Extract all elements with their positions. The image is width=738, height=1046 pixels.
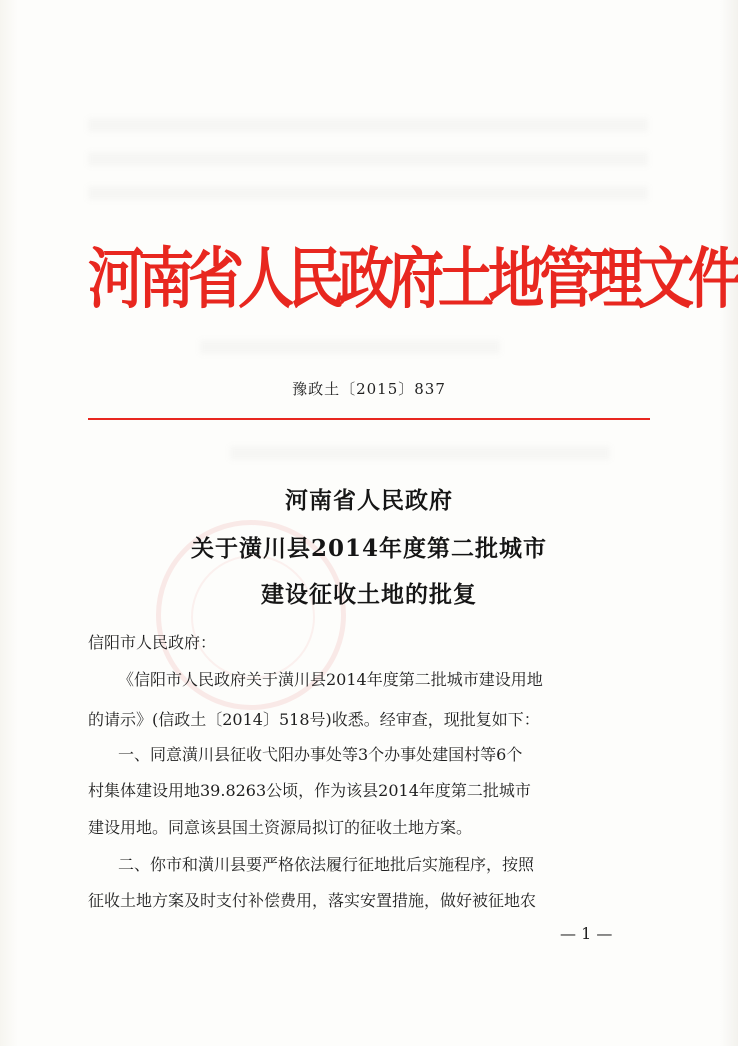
recipient-line: 信阳市人民政府： <box>88 633 217 652</box>
bleed-through-line <box>230 446 610 460</box>
red-header-title: 河南省人民政府土地管理文件 <box>88 241 738 319</box>
bleed-through-line <box>88 186 648 200</box>
body-line: 征收土地方案及时支付补偿费用，落实安置措施，做好被征地农 <box>88 891 537 910</box>
body-line: 《信阳市人民政府关于潢川县2014年度第二批城市建设用地 <box>118 670 543 689</box>
bleed-through-line <box>88 152 648 166</box>
page-number: — 1 — <box>560 924 613 943</box>
document-number: 豫政土〔2015〕837 <box>292 380 446 398</box>
bleed-through-line <box>200 340 500 354</box>
body-line: 二、你市和潢川县要严格依法履行征地批后实施程序，按照 <box>118 855 535 874</box>
body-line: 的请示》(信政土〔2014〕518号)收悉。经审查，现批复如下： <box>88 710 540 729</box>
body-line: 村集体建设用地39.8263公顷，作为该县2014年度第二批城市 <box>88 781 531 800</box>
body-line: 建设用地。同意该县国土资源局拟订的征收土地方案。 <box>88 818 473 837</box>
body-line: 一、同意潢川县征收弋阳办事处等3个办事处建国村等6个 <box>118 745 523 764</box>
bleed-through-line <box>88 118 648 132</box>
title-line-2: 关于潢川县2014年度第二批城市 <box>190 535 547 562</box>
red-divider-line <box>88 418 650 420</box>
title-line-3: 建设征收土地的批复 <box>261 581 477 608</box>
title-line-1: 河南省人民政府 <box>285 487 453 514</box>
